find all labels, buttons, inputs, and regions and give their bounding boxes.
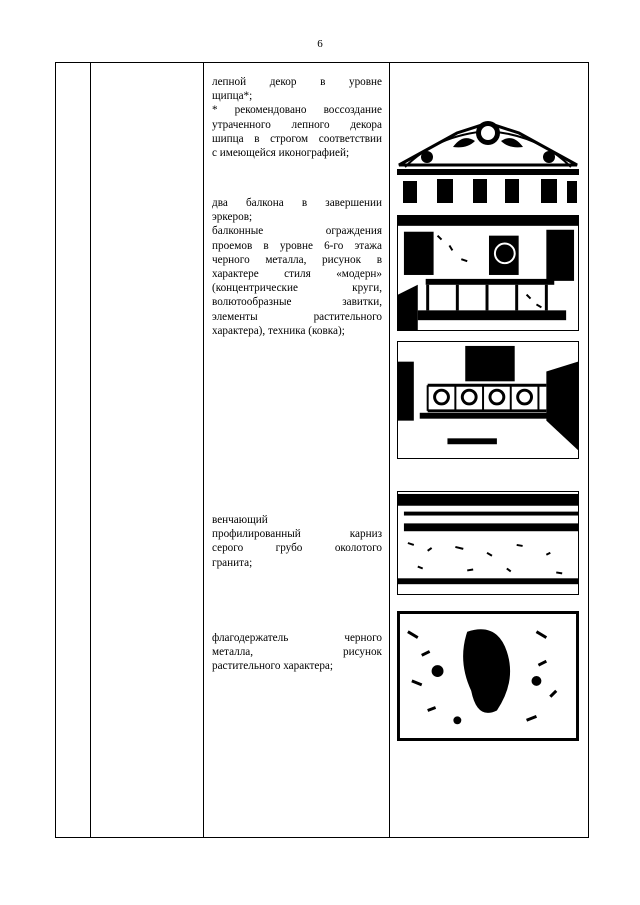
flag-holder-photo bbox=[397, 611, 579, 741]
text-line: с имеющейся иконографией; bbox=[212, 147, 350, 160]
column-divider bbox=[203, 63, 204, 837]
text-line: лепной декор в уровне bbox=[212, 76, 382, 88]
text-line: два балкона в завершении bbox=[212, 197, 382, 209]
text-line: (концентрические круги, bbox=[212, 282, 382, 295]
text-line: шипца в строгом соответствии bbox=[212, 132, 382, 145]
balcony-photo bbox=[397, 215, 579, 331]
column-divider bbox=[90, 63, 91, 837]
text-line: балконные ограждения bbox=[212, 225, 382, 238]
text-line: щипца*; bbox=[212, 90, 253, 103]
entry-pediment-text bbox=[212, 75, 382, 160]
text-line: характера), техника (ковка); bbox=[212, 324, 345, 337]
text-line: венчающий bbox=[212, 514, 268, 526]
entry-balconies-text bbox=[212, 196, 382, 338]
pediment-stucco-photo bbox=[397, 95, 579, 207]
text-line: гранита; bbox=[212, 556, 253, 569]
monument-features-table bbox=[55, 62, 589, 838]
entry-flag-holder-text bbox=[212, 631, 382, 674]
text-line: металла, рисунок bbox=[212, 646, 382, 659]
text-line: утраченного лепного декора bbox=[212, 118, 382, 131]
text-line: эркеров; bbox=[212, 211, 253, 224]
text-line: профилированный карниз bbox=[212, 528, 382, 541]
text-line: * рекомендовано воссоздание bbox=[212, 104, 382, 117]
column-divider bbox=[389, 63, 390, 837]
text-line: черного металла, рисунок в bbox=[212, 253, 382, 266]
cornice-photo bbox=[397, 491, 579, 595]
page-number: 6 bbox=[317, 38, 323, 50]
text-line: растительного характера; bbox=[212, 660, 334, 673]
text-line: флагодержатель черного bbox=[212, 632, 382, 644]
balcony-railing-photo bbox=[397, 341, 579, 459]
text-line: элементы растительного bbox=[212, 310, 382, 323]
entry-cornice-text bbox=[212, 513, 382, 570]
text-line: проемов в уровне 6-го этажа bbox=[212, 239, 382, 252]
text-line: характере стиля «модерн» bbox=[212, 268, 382, 281]
text-line: волютообразные завитки, bbox=[212, 296, 382, 309]
text-line: серого грубо околотого bbox=[212, 542, 382, 555]
